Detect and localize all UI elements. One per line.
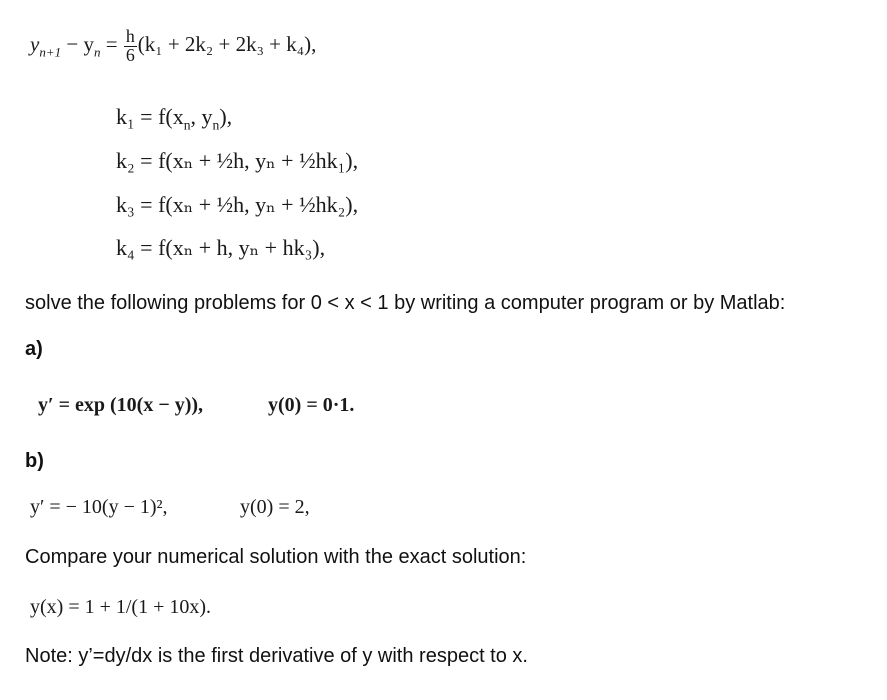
k3-equation: k₃ = f(xₙ + ½h, yₙ + ½hk₂), [116,192,359,217]
part-a-equation: y′ = exp (10(x − y)), [38,394,204,416]
rk4-main-rhs: (k₁ + 2k₂ + 2k₃ + k₄), [137,32,317,57]
k2-equation: k₂ = f(xₙ + ½h, yₙ + ½hk₁), [116,148,359,173]
k1-rhs: , y [190,104,213,129]
note-text: Note: y’=dy/dx is the first derivative of y with respect to x. [25,645,528,667]
k1-lhs: k₁ = f(x [116,104,184,129]
k1-end: ), [219,104,233,129]
k1-equation: $k_1 = f(x_n$, $y_n$), [116,104,233,133]
part-b-label: b) [25,450,44,472]
h-over-6-fraction [124,28,137,65]
compare-text: Compare your numerical solution with the exact solution: [25,546,527,568]
rk4-main-lhs: y [30,32,40,57]
part-b-initial-condition: y(0) = 2, [240,496,310,518]
k4-equation: k₄ = f(xₙ + h, yₙ + hk₃), [116,235,326,260]
fraction-numerator: h [125,26,135,46]
part-a-initial-condition: y(0) = 0·1. [268,394,355,416]
rk4-main-equation: $y_{n+1} - y_n$ = $\frac{h}{6}$ (k₁ + 2k₂ + 2k₃ + k₄), [30,26,317,65]
exact-solution: y(x) = 1 + 1/(1 + 10x). [30,596,212,618]
rk4-main-equals: = [100,32,123,57]
rk4-main-minus: − y [61,32,94,57]
part-a-label: a) [25,338,43,360]
fraction-denominator: 6 [125,44,135,65]
part-b-equation: y′ = − 10(y − 1)², [30,496,168,518]
instruction-text: solve the following problems for 0 < x < 1 by writing a computer program or by Matlab: [25,292,786,314]
